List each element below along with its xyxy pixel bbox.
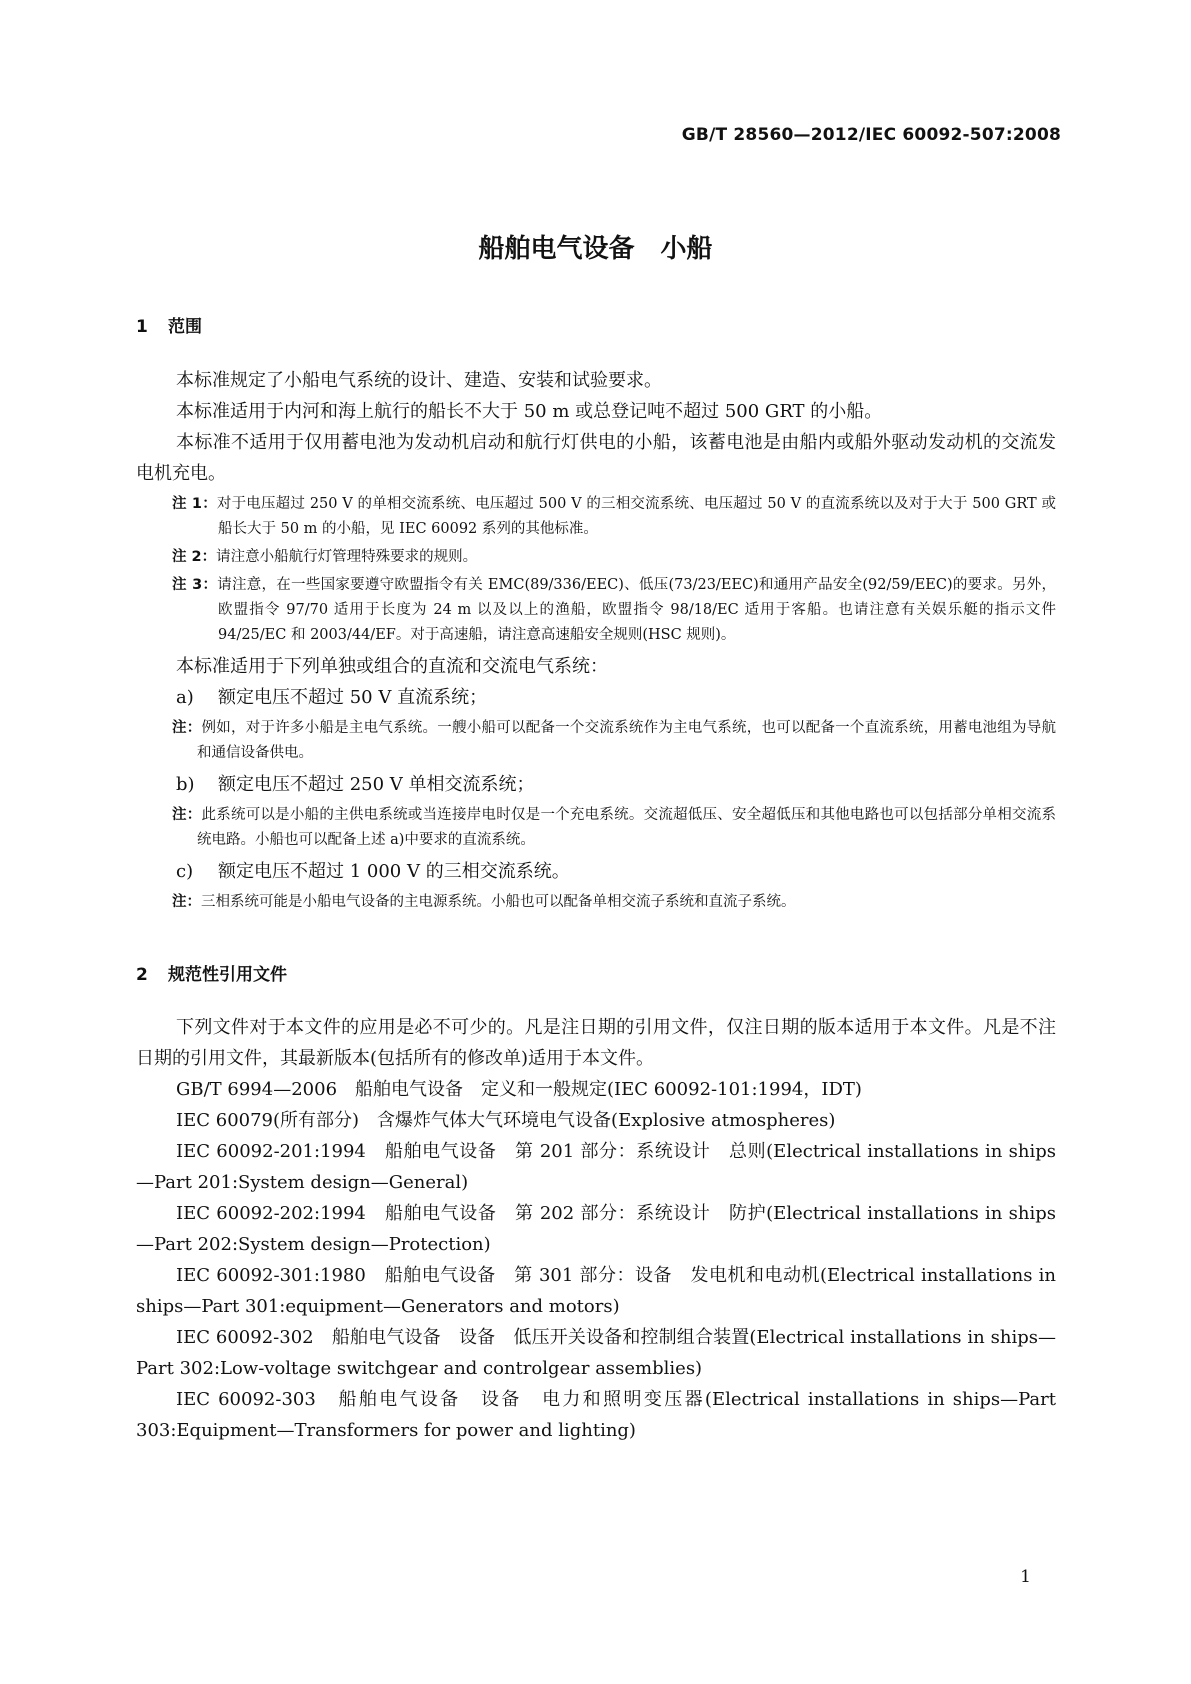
- section-1-title: 范围: [168, 317, 202, 337]
- paragraph: 下列文件对于本文件的应用是必不可少的。凡是注日期的引用文件，仅注日期的版本适用于本文件。凡是不注日期的引用文件，其最新版本(包括所有的修改单)适用于本文件。: [136, 1017, 1056, 1069]
- note-a: 注：例如，对于许多小船是主电气系统。一艘小船可以配备一个交流系统作为主电气系统，也可以配备一个直流系统，用蓄电池组为导航和通信设备供电。: [172, 720, 1057, 761]
- reference-item: IEC 60092-202:1994 船舶电气设备 第 202 部分：系统设计 防护(Electrical installations in ships—Part 202:System design—Protection): [136, 1203, 1056, 1255]
- list-item-a: a) 额定电压不超过 50 V 直流系统；: [176, 687, 488, 708]
- section-2-heading: [136, 960, 287, 985]
- note-c: 注：三相系统可能是小船电气设备的主电源系统。小船也可以配备单相交流子系统和直流子系统。: [172, 894, 796, 910]
- reference-item: IEC 60092-303 船舶电气设备 设备 电力和照明变压器(Electrical installations in ships—Part 303:Equipment—Transformers for power and lighting): [136, 1389, 1062, 1441]
- page-title: 船舶电气设备 小船: [478, 234, 713, 264]
- list-item-c: c) 额定电压不超过 1 000 V 的三相交流系统。: [176, 861, 570, 882]
- section-1-body: [136, 365, 1056, 918]
- reference-item: IEC 60092-201:1994 船舶电气设备 第 201 部分：系统设计 总则(Electrical installations in ships—Part 201:System design—General): [136, 1141, 1056, 1193]
- note-3: 注 3：请注意，在一些国家要遵守欧盟指令有关 EMC(89/336/EEC)、低压(73/23/EEC)和通用产品安全(92/59/EEC)的要求。另外，欧盟指令 97/70 适用于长度为 24 m 以及以上的渔船，欧盟指令 98/18/EC 适用于客船。也请注意有关娱乐艇的指示文件 94/25/EC 和 2003/44/EF。对于高速船，请注意高速船安全规则(HSC 规则)。: [172, 577, 1057, 643]
- section-1-number: 1: [136, 317, 148, 337]
- standard-number: GB/T 28560—2012/IEC 60092-507:2008: [681, 125, 1061, 145]
- section-2-number: 2: [136, 965, 148, 985]
- section-1-heading: [136, 312, 202, 337]
- list-item-b: b) 额定电压不超过 250 V 单相交流系统；: [176, 774, 535, 795]
- paragraph: 本标准适用于内河和海上航行的船长不大于 50 m 或总登记吨不超过 500 GRT 的小船。: [176, 401, 883, 422]
- reference-item: GB/T 6994—2006 船舶电气设备 定义和一般规定(IEC 60092-101:1994，IDT): [176, 1079, 862, 1100]
- section-2-title: 规范性引用文件: [168, 965, 287, 985]
- note-1: 注 1：对于电压超过 250 V 的单相交流系统、电压超过 500 V 的三相交流系统、电压超过 50 V 的直流系统以及对于大于 500 GRT 或船长大于 50 m 的小船，见 IEC 60092 系列的其他标准。: [172, 496, 1056, 537]
- note-2: 注 2：请注意小船航行灯管理特殊要求的规则。: [172, 549, 478, 565]
- section-2-body: [136, 1012, 1062, 1446]
- paragraph: 本标准适用于下列单独或组合的直流和交流电气系统：: [176, 656, 608, 677]
- reference-item: IEC 60092-302 船舶电气设备 设备 低压开关设备和控制组合装置(Electrical installations in ships—Part 302:Low-voltage switchgear and controlgear assemblies): [136, 1327, 1056, 1379]
- note-b: 注：此系统可以是小船的主供电系统或当连接岸电时仅是一个充电系统。交流超低压、安全超低压和其他电路也可以包括部分单相交流系统电路。小船也可以配备上述 a)中要求的直流系统。: [172, 807, 1057, 848]
- paragraph: 本标准不适用于仅用蓄电池为发动机启动和航行灯供电的小船，该蓄电池是由船内或船外驱动发动机的交流发电机充电。: [136, 432, 1056, 484]
- page-number: 1: [1020, 1567, 1031, 1587]
- paragraph: 本标准规定了小船电气系统的设计、建造、安装和试验要求。: [176, 370, 662, 391]
- reference-item: IEC 60092-301:1980 船舶电气设备 第 301 部分：设备 发电机和电动机(Electrical installations in ships—Part 301:equipment—Generators and motors): [136, 1265, 1062, 1317]
- reference-item: IEC 60079(所有部分) 含爆炸气体大气环境电气设备(Explosive atmospheres): [176, 1110, 836, 1131]
